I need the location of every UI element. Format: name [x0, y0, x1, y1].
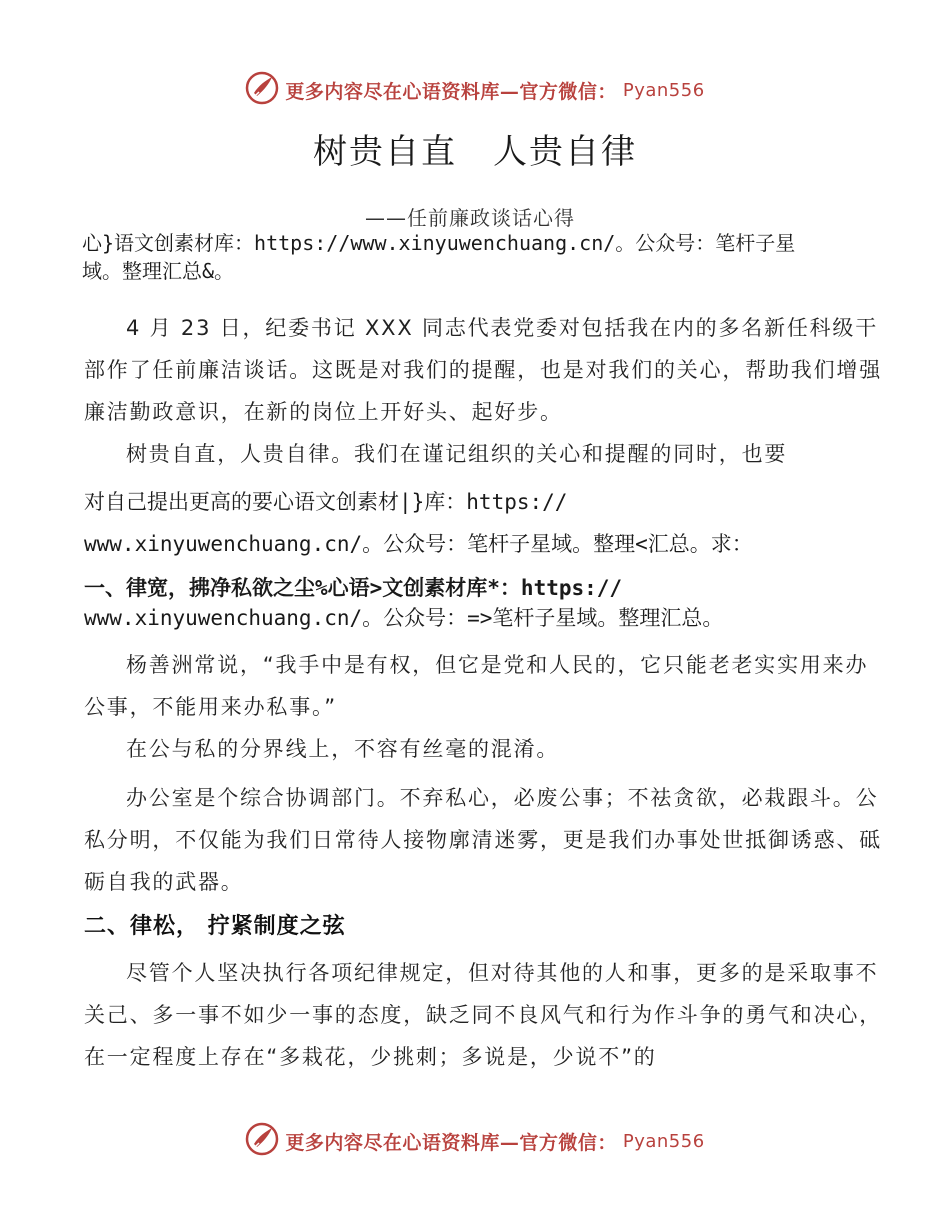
paragraph-line: www.xinyuwenchuang.cn/。公众号：笔杆子星域。整理<汇总。求： — [84, 532, 753, 556]
banner-text: 更多内容尽在心语资料库—官方微信： — [285, 1131, 617, 1154]
page-subtitle: ——任前廉政谈话心得 — [365, 206, 575, 230]
wechat-id: Pyan556 — [622, 1130, 705, 1152]
section-heading: 二、律松， 拧紧制度之弦 — [84, 914, 346, 939]
paragraph: 4 月 23 日，纪委书记 XXX 同志代表党委对包括我在内的多名新任科级干部作了任前廉洁谈话。这既是对我们的提醒，也是对我们的关心，帮助我们增强廉洁勤政意识，在新的岗位上开好头、起好步。 — [84, 316, 882, 424]
wechat-id: Pyan556 — [622, 79, 705, 101]
banner-text: 更多内容尽在心语资料库—官方微信： — [285, 80, 617, 103]
brand-logo-icon — [245, 1122, 279, 1160]
watermark-line: 域。整理汇总&。 — [82, 259, 235, 283]
paragraph: 树贵自直，人贵自律。我们在谨记组织的关心和提醒的同时，也要 — [126, 442, 788, 466]
brand-logo-icon — [245, 71, 279, 109]
page-title: 树贵自直 人贵自律 — [313, 132, 637, 172]
paragraph: 尽管个人坚决执行各项纪律规定，但对待其他的人和事，更多的是采取事不关己、多一事不如少一事的态度，缺乏同不良风气和行为作斗争的勇气和决心，在一定程度上存在“多栽花，少挑刺；多说是，少说不”的 — [84, 961, 882, 1069]
paragraph: 在公与私的分界线上，不容有丝毫的混淆。 — [126, 737, 560, 761]
watermark-line: 心}语文创素材库：https://www.xinyuwenchuang.cn/。公众号：笔杆子星 — [82, 231, 796, 255]
header-banner — [0, 70, 950, 110]
footer-banner — [0, 1121, 950, 1161]
section-heading: 一、律宽，拂净私欲之尘%心语>文创素材库*：https:// — [84, 576, 623, 600]
paragraph: 办公室是个综合协调部门。不弃私心，必废公事；不祛贪欲，必栽跟斗。公私分明，不仅能为我们日常待人接物廓清迷雾，更是我们办事处世抵御诱惑、砥砺自我的武器。 — [84, 786, 882, 894]
section-heading-line: www.xinyuwenchuang.cn/。公众号：=>笔杆子星域。整理汇总。 — [84, 606, 724, 630]
paragraph-line: 对自己提出更高的要心语文创素材|}库：https:// — [84, 490, 568, 514]
paragraph: 杨善洲常说，“我手中是有权，但它是党和人民的，它只能老老实实用来办公事，不能用来办私事。” — [84, 653, 869, 719]
